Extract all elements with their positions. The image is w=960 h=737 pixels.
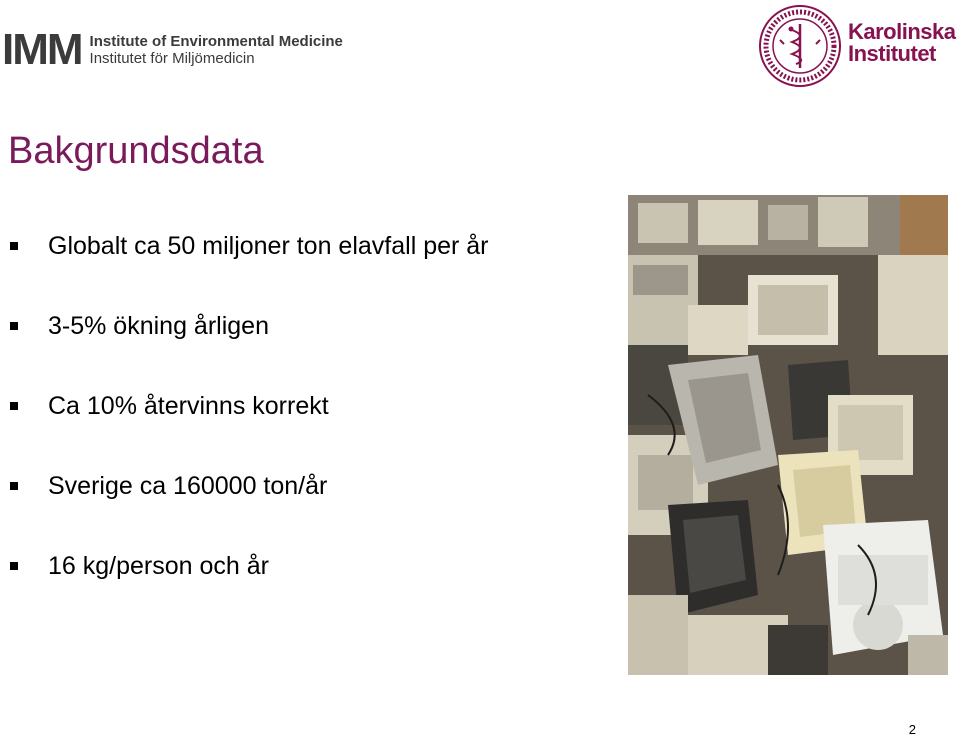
bullet-text: Globalt ca 50 miljoner ton elavfall per år — [48, 232, 489, 260]
bullet-text: 16 kg/person och år — [48, 552, 269, 580]
imm-logo — [2, 25, 343, 74]
square-bullet-icon — [10, 482, 18, 490]
bullet-text: Ca 10% återvinns korrekt — [48, 392, 329, 420]
square-bullet-icon — [10, 242, 18, 250]
karolinska-seal-icon — [758, 4, 842, 88]
bullet-text: 3-5% ökning årligen — [48, 312, 269, 340]
bullet-list — [10, 232, 489, 632]
square-bullet-icon — [10, 562, 18, 570]
bullet-text: Sverige ca 160000 ton/år — [48, 472, 328, 500]
imm-name-sv: Institutet för Miljömedicin — [89, 50, 255, 67]
ewaste-photo — [628, 195, 948, 675]
karolinska-name-line1: Karolinska — [848, 19, 956, 44]
imm-name-en: Institute of Environmental Medicine — [89, 33, 343, 50]
page-number: 2 — [908, 722, 916, 737]
square-bullet-icon — [10, 402, 18, 410]
bullet-item — [10, 472, 489, 552]
karolinska-name-line2: Institutet — [848, 41, 936, 66]
bullet-item — [10, 552, 489, 632]
square-bullet-icon — [10, 322, 18, 330]
slide-title: Bakgrundsdata — [8, 130, 264, 172]
imm-mark: IMM — [2, 25, 82, 74]
bullet-item — [10, 312, 489, 392]
imm-names — [90, 33, 343, 67]
bullet-item — [10, 392, 489, 472]
bullet-item — [10, 232, 489, 312]
karolinska-name — [848, 21, 956, 65]
karolinska-logo — [758, 4, 956, 88]
